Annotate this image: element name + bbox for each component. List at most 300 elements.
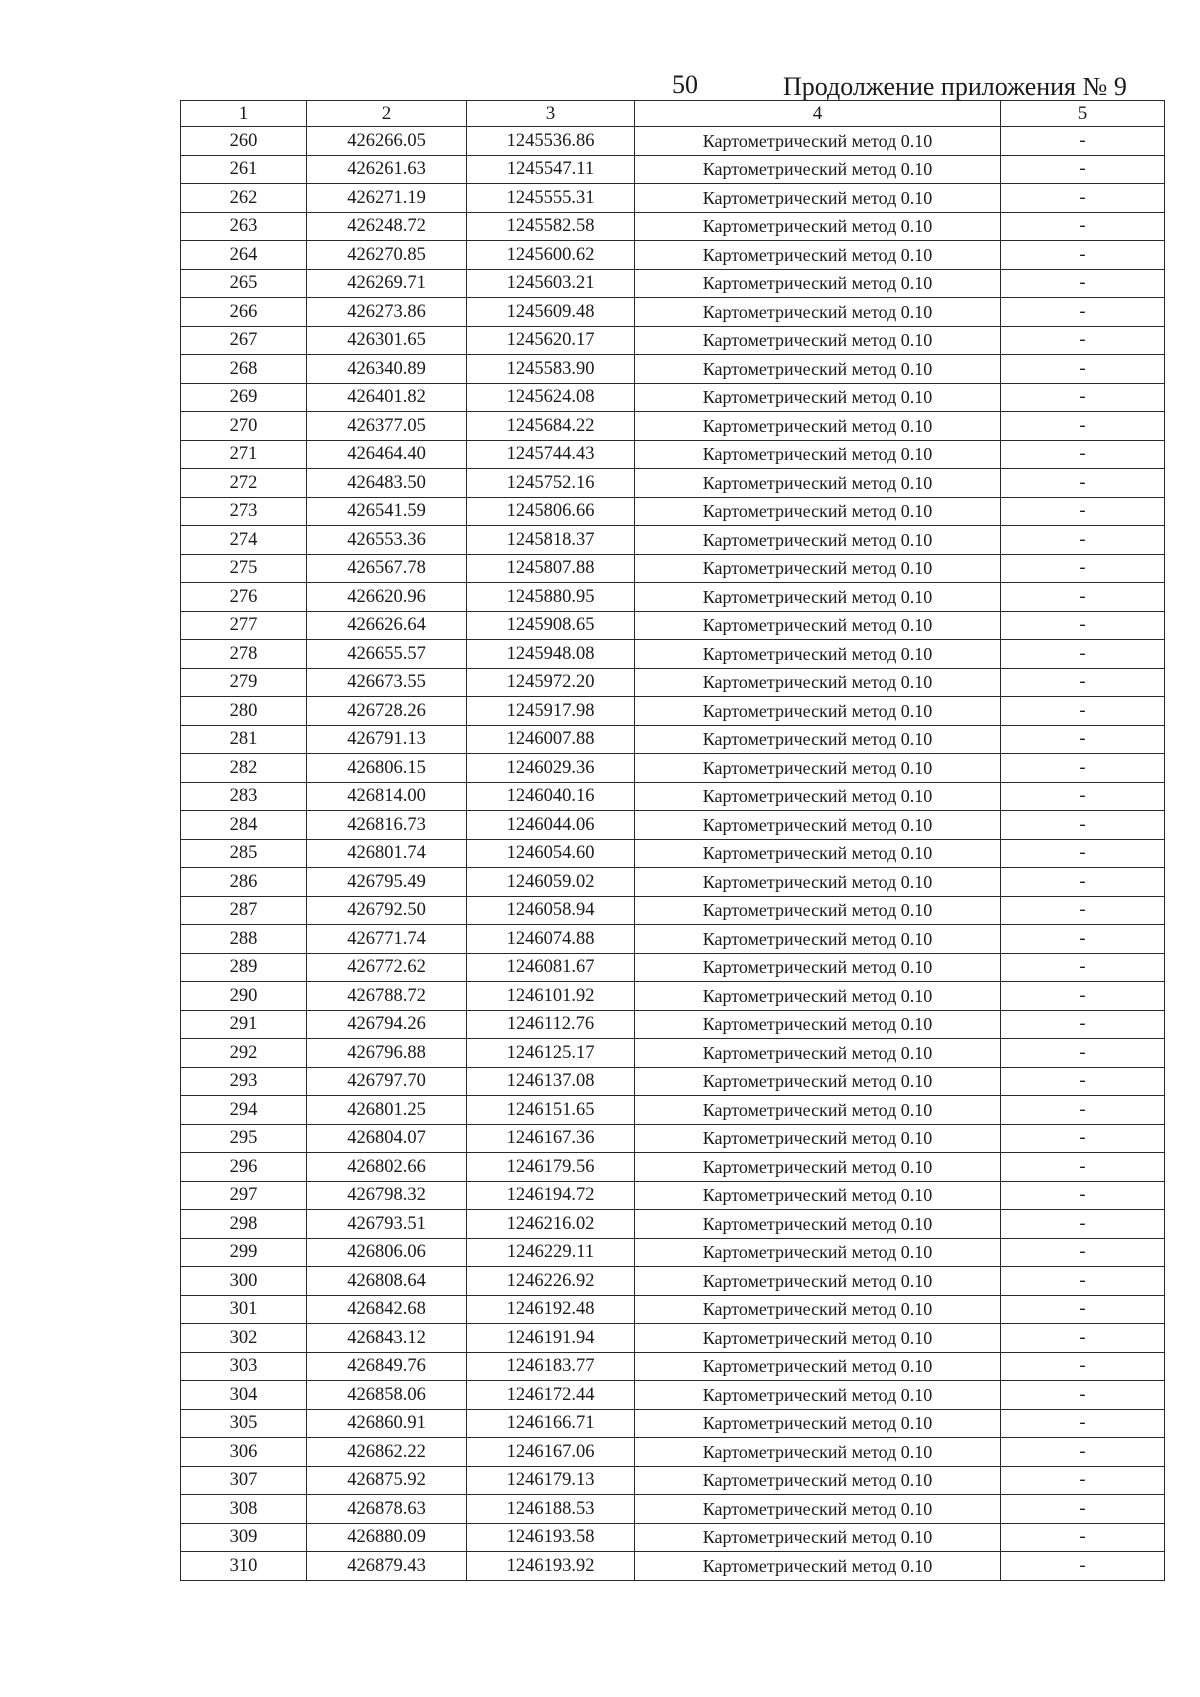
x-coordinate-cell: 426673.55 [307,668,467,697]
note-cell: - [1001,697,1165,726]
table-row [181,1495,1165,1524]
y-coordinate-cell: 1246151.65 [467,1096,635,1125]
method-cell: Картометрический метод 0.10 [635,526,1001,555]
y-coordinate-cell: 1245603.21 [467,269,635,298]
x-coordinate-cell: 426626.64 [307,611,467,640]
method-cell: Картометрический метод 0.10 [635,469,1001,498]
point-number-cell: 289 [181,953,307,982]
point-number-cell: 262 [181,184,307,213]
method-cell: Картометрический метод 0.10 [635,298,1001,327]
method-cell: Картометрический метод 0.10 [635,127,1001,156]
method-cell: Картометрический метод 0.10 [635,896,1001,925]
point-number-cell: 272 [181,469,307,498]
x-coordinate-cell: 426795.49 [307,868,467,897]
table-row [181,1124,1165,1153]
method-cell: Картометрический метод 0.10 [635,611,1001,640]
method-cell: Картометрический метод 0.10 [635,212,1001,241]
method-cell: Картометрический метод 0.10 [635,868,1001,897]
table-row [181,1352,1165,1381]
y-coordinate-cell: 1246216.02 [467,1210,635,1239]
table-row [181,754,1165,783]
note-cell: - [1001,526,1165,555]
note-cell: - [1001,1238,1165,1267]
y-coordinate-cell: 1245547.11 [467,155,635,184]
method-cell: Картометрический метод 0.10 [635,440,1001,469]
table-row [181,1267,1165,1296]
method-cell: Картометрический метод 0.10 [635,184,1001,213]
y-coordinate-cell: 1245880.95 [467,583,635,612]
point-number-cell: 271 [181,440,307,469]
method-cell: Картометрический метод 0.10 [635,269,1001,298]
table-row [181,839,1165,868]
note-cell: - [1001,440,1165,469]
method-cell: Картометрический метод 0.10 [635,1466,1001,1495]
table-row [181,155,1165,184]
point-number-cell: 299 [181,1238,307,1267]
point-number-cell: 298 [181,1210,307,1239]
table-row [181,554,1165,583]
y-coordinate-cell: 1246188.53 [467,1495,635,1524]
method-cell: Картометрический метод 0.10 [635,697,1001,726]
note-cell: - [1001,1495,1165,1524]
note-cell: - [1001,355,1165,384]
point-number-cell: 300 [181,1267,307,1296]
table-header [181,101,1165,127]
table-row [181,697,1165,726]
method-cell: Картометрический метод 0.10 [635,1096,1001,1125]
note-cell: - [1001,839,1165,868]
point-number-cell: 260 [181,127,307,156]
table-row [181,896,1165,925]
table-row [181,440,1165,469]
method-cell: Картометрический метод 0.10 [635,1324,1001,1353]
note-cell: - [1001,269,1165,298]
note-cell: - [1001,554,1165,583]
point-number-cell: 296 [181,1153,307,1182]
note-cell: - [1001,1039,1165,1068]
x-coordinate-cell: 426793.51 [307,1210,467,1239]
y-coordinate-cell: 1246029.36 [467,754,635,783]
method-cell: Картометрический метод 0.10 [635,1523,1001,1552]
y-coordinate-cell: 1246040.16 [467,782,635,811]
point-number-cell: 284 [181,811,307,840]
y-coordinate-cell: 1246193.92 [467,1552,635,1581]
x-coordinate-cell: 426801.74 [307,839,467,868]
y-coordinate-cell: 1245744.43 [467,440,635,469]
point-number-cell: 275 [181,554,307,583]
table-row [181,953,1165,982]
y-coordinate-cell: 1245684.22 [467,412,635,441]
coordinates-table [180,100,1165,1581]
point-number-cell: 294 [181,1096,307,1125]
method-cell: Картометрический метод 0.10 [635,640,1001,669]
note-cell: - [1001,1466,1165,1495]
x-coordinate-cell: 426794.26 [307,1010,467,1039]
x-coordinate-cell: 426849.76 [307,1352,467,1381]
method-cell: Картометрический метод 0.10 [635,1495,1001,1524]
x-coordinate-cell: 426401.82 [307,383,467,412]
point-number-cell: 285 [181,839,307,868]
note-cell: - [1001,1067,1165,1096]
column-header-5: 5 [1001,101,1165,127]
method-cell: Картометрический метод 0.10 [635,811,1001,840]
x-coordinate-cell: 426797.70 [307,1067,467,1096]
table-row [181,1181,1165,1210]
method-cell: Картометрический метод 0.10 [635,839,1001,868]
table-row [181,526,1165,555]
note-cell: - [1001,412,1165,441]
table-row [181,640,1165,669]
point-number-cell: 290 [181,982,307,1011]
x-coordinate-cell: 426772.62 [307,953,467,982]
note-cell: - [1001,611,1165,640]
note-cell: - [1001,497,1165,526]
method-cell: Картометрический метод 0.10 [635,1067,1001,1096]
x-coordinate-cell: 426804.07 [307,1124,467,1153]
x-coordinate-cell: 426806.15 [307,754,467,783]
note-cell: - [1001,640,1165,669]
y-coordinate-cell: 1246007.88 [467,725,635,754]
note-cell: - [1001,212,1165,241]
table-body [181,127,1165,1581]
point-number-cell: 309 [181,1523,307,1552]
column-header-4: 4 [635,101,1001,127]
method-cell: Картометрический метод 0.10 [635,583,1001,612]
note-cell: - [1001,184,1165,213]
note-cell: - [1001,1552,1165,1581]
table-row [181,611,1165,640]
y-coordinate-cell: 1246167.06 [467,1438,635,1467]
method-cell: Картометрический метод 0.10 [635,982,1001,1011]
method-cell: Картометрический метод 0.10 [635,326,1001,355]
note-cell: - [1001,1181,1165,1210]
y-coordinate-cell: 1246183.77 [467,1352,635,1381]
method-cell: Картометрический метод 0.10 [635,1295,1001,1324]
table-row [181,383,1165,412]
table-row [181,241,1165,270]
y-coordinate-cell: 1246059.02 [467,868,635,897]
y-coordinate-cell: 1246229.11 [467,1238,635,1267]
x-coordinate-cell: 426261.63 [307,155,467,184]
table-row [181,269,1165,298]
y-coordinate-cell: 1246191.94 [467,1324,635,1353]
table-row [181,583,1165,612]
table-row [181,725,1165,754]
y-coordinate-cell: 1245582.58 [467,212,635,241]
method-cell: Картометрический метод 0.10 [635,1352,1001,1381]
table-row [181,1409,1165,1438]
note-cell: - [1001,725,1165,754]
point-number-cell: 307 [181,1466,307,1495]
point-number-cell: 310 [181,1552,307,1581]
point-number-cell: 303 [181,1352,307,1381]
x-coordinate-cell: 426858.06 [307,1381,467,1410]
y-coordinate-cell: 1246166.71 [467,1409,635,1438]
y-coordinate-cell: 1246167.36 [467,1124,635,1153]
x-coordinate-cell: 426798.32 [307,1181,467,1210]
note-cell: - [1001,982,1165,1011]
x-coordinate-cell: 426788.72 [307,982,467,1011]
note-cell: - [1001,1352,1165,1381]
table-row [181,1096,1165,1125]
table-row [181,127,1165,156]
x-coordinate-cell: 426808.64 [307,1267,467,1296]
method-cell: Картометрический метод 0.10 [635,1267,1001,1296]
method-cell: Картометрический метод 0.10 [635,497,1001,526]
table-row [181,1238,1165,1267]
method-cell: Картометрический метод 0.10 [635,355,1001,384]
method-cell: Картометрический метод 0.10 [635,383,1001,412]
y-coordinate-cell: 1245583.90 [467,355,635,384]
table-row [181,298,1165,327]
point-number-cell: 291 [181,1010,307,1039]
y-coordinate-cell: 1245807.88 [467,554,635,583]
y-coordinate-cell: 1245624.08 [467,383,635,412]
y-coordinate-cell: 1246125.17 [467,1039,635,1068]
table-row [181,925,1165,954]
x-coordinate-cell: 426270.85 [307,241,467,270]
y-coordinate-cell: 1245620.17 [467,326,635,355]
point-number-cell: 301 [181,1295,307,1324]
point-number-cell: 283 [181,782,307,811]
method-cell: Картометрический метод 0.10 [635,725,1001,754]
y-coordinate-cell: 1246058.94 [467,896,635,925]
y-coordinate-cell: 1246172.44 [467,1381,635,1410]
x-coordinate-cell: 426801.25 [307,1096,467,1125]
table-row [181,469,1165,498]
point-number-cell: 276 [181,583,307,612]
x-coordinate-cell: 426816.73 [307,811,467,840]
point-number-cell: 266 [181,298,307,327]
note-cell: - [1001,1010,1165,1039]
point-number-cell: 277 [181,611,307,640]
x-coordinate-cell: 426655.57 [307,640,467,669]
note-cell: - [1001,1267,1165,1296]
table-row [181,1324,1165,1353]
x-coordinate-cell: 426879.43 [307,1552,467,1581]
x-coordinate-cell: 426269.71 [307,269,467,298]
note-cell: - [1001,1096,1165,1125]
y-coordinate-cell: 1246192.48 [467,1295,635,1324]
note-cell: - [1001,668,1165,697]
note-cell: - [1001,127,1165,156]
note-cell: - [1001,1295,1165,1324]
note-cell: - [1001,953,1165,982]
point-number-cell: 261 [181,155,307,184]
table-row [181,1438,1165,1467]
note-cell: - [1001,754,1165,783]
method-cell: Картометрический метод 0.10 [635,668,1001,697]
point-number-cell: 274 [181,526,307,555]
note-cell: - [1001,583,1165,612]
page-number: 50 [672,70,698,99]
point-number-cell: 295 [181,1124,307,1153]
y-coordinate-cell: 1246193.58 [467,1523,635,1552]
note-cell: - [1001,868,1165,897]
note-cell: - [1001,1153,1165,1182]
x-coordinate-cell: 426541.59 [307,497,467,526]
note-cell: - [1001,326,1165,355]
note-cell: - [1001,782,1165,811]
table-row [181,1210,1165,1239]
x-coordinate-cell: 426880.09 [307,1523,467,1552]
method-cell: Картометрический метод 0.10 [635,925,1001,954]
table-row [181,497,1165,526]
note-cell: - [1001,1523,1165,1552]
x-coordinate-cell: 426271.19 [307,184,467,213]
point-number-cell: 282 [181,754,307,783]
point-number-cell: 264 [181,241,307,270]
method-cell: Картометрический метод 0.10 [635,1438,1001,1467]
note-cell: - [1001,1324,1165,1353]
y-coordinate-cell: 1245972.20 [467,668,635,697]
y-coordinate-cell: 1246054.60 [467,839,635,868]
method-cell: Картометрический метод 0.10 [635,1010,1001,1039]
method-cell: Картометрический метод 0.10 [635,754,1001,783]
y-coordinate-cell: 1246081.67 [467,953,635,982]
table-row [181,1153,1165,1182]
x-coordinate-cell: 426843.12 [307,1324,467,1353]
method-cell: Картометрический метод 0.10 [635,1153,1001,1182]
x-coordinate-cell: 426802.66 [307,1153,467,1182]
method-cell: Картометрический метод 0.10 [635,241,1001,270]
y-coordinate-cell: 1246101.92 [467,982,635,1011]
x-coordinate-cell: 426464.40 [307,440,467,469]
x-coordinate-cell: 426791.13 [307,725,467,754]
y-coordinate-cell: 1246179.13 [467,1466,635,1495]
y-coordinate-cell: 1245948.08 [467,640,635,669]
table-row [181,1295,1165,1324]
x-coordinate-cell: 426792.50 [307,896,467,925]
x-coordinate-cell: 426806.06 [307,1238,467,1267]
note-cell: - [1001,811,1165,840]
table-row [181,811,1165,840]
point-number-cell: 267 [181,326,307,355]
note-cell: - [1001,383,1165,412]
method-cell: Картометрический метод 0.10 [635,1238,1001,1267]
table-row [181,326,1165,355]
y-coordinate-cell: 1245600.62 [467,241,635,270]
x-coordinate-cell: 426273.86 [307,298,467,327]
point-number-cell: 280 [181,697,307,726]
y-coordinate-cell: 1245917.98 [467,697,635,726]
y-coordinate-cell: 1246137.08 [467,1067,635,1096]
y-coordinate-cell: 1246112.76 [467,1010,635,1039]
x-coordinate-cell: 426796.88 [307,1039,467,1068]
method-cell: Картометрический метод 0.10 [635,1181,1001,1210]
table-row [181,1010,1165,1039]
point-number-cell: 287 [181,896,307,925]
page-heading: Продолжение приложения № 9 [783,72,1127,101]
x-coordinate-cell: 426814.00 [307,782,467,811]
x-coordinate-cell: 426301.65 [307,326,467,355]
note-cell: - [1001,1381,1165,1410]
y-coordinate-cell: 1245818.37 [467,526,635,555]
note-cell: - [1001,1438,1165,1467]
table-row [181,1552,1165,1581]
point-number-cell: 304 [181,1381,307,1410]
point-number-cell: 270 [181,412,307,441]
column-header-2: 2 [307,101,467,127]
point-number-cell: 263 [181,212,307,241]
table-row [181,1381,1165,1410]
point-number-cell: 292 [181,1039,307,1068]
point-number-cell: 308 [181,1495,307,1524]
point-number-cell: 268 [181,355,307,384]
note-cell: - [1001,241,1165,270]
method-cell: Картометрический метод 0.10 [635,953,1001,982]
note-cell: - [1001,155,1165,184]
x-coordinate-cell: 426340.89 [307,355,467,384]
note-cell: - [1001,1124,1165,1153]
y-coordinate-cell: 1245806.66 [467,497,635,526]
x-coordinate-cell: 426842.68 [307,1295,467,1324]
x-coordinate-cell: 426728.26 [307,697,467,726]
y-coordinate-cell: 1245752.16 [467,469,635,498]
point-number-cell: 269 [181,383,307,412]
point-number-cell: 306 [181,1438,307,1467]
column-header-3: 3 [467,101,635,127]
table-row [181,982,1165,1011]
table-row [181,1466,1165,1495]
point-number-cell: 273 [181,497,307,526]
table-row [181,355,1165,384]
note-cell: - [1001,298,1165,327]
point-number-cell: 286 [181,868,307,897]
method-cell: Картометрический метод 0.10 [635,155,1001,184]
table-header-row [181,101,1165,127]
table-row [181,782,1165,811]
table-row [181,668,1165,697]
point-number-cell: 265 [181,269,307,298]
note-cell: - [1001,1409,1165,1438]
x-coordinate-cell: 426553.36 [307,526,467,555]
point-number-cell: 293 [181,1067,307,1096]
y-coordinate-cell: 1245555.31 [467,184,635,213]
column-header-1: 1 [181,101,307,127]
x-coordinate-cell: 426483.50 [307,469,467,498]
method-cell: Картометрический метод 0.10 [635,1124,1001,1153]
y-coordinate-cell: 1246226.92 [467,1267,635,1296]
x-coordinate-cell: 426875.92 [307,1466,467,1495]
table-row [181,1523,1165,1552]
y-coordinate-cell: 1246044.06 [467,811,635,840]
method-cell: Картометрический метод 0.10 [635,1381,1001,1410]
y-coordinate-cell: 1246179.56 [467,1153,635,1182]
method-cell: Картометрический метод 0.10 [635,412,1001,441]
point-number-cell: 279 [181,668,307,697]
method-cell: Картометрический метод 0.10 [635,1409,1001,1438]
x-coordinate-cell: 426266.05 [307,127,467,156]
x-coordinate-cell: 426620.96 [307,583,467,612]
table-row [181,212,1165,241]
table-row [181,1067,1165,1096]
x-coordinate-cell: 426377.05 [307,412,467,441]
method-cell: Картометрический метод 0.10 [635,1210,1001,1239]
y-coordinate-cell: 1246074.88 [467,925,635,954]
method-cell: Картометрический метод 0.10 [635,1039,1001,1068]
point-number-cell: 281 [181,725,307,754]
point-number-cell: 288 [181,925,307,954]
table-row [181,1039,1165,1068]
y-coordinate-cell: 1246194.72 [467,1181,635,1210]
note-cell: - [1001,1210,1165,1239]
point-number-cell: 278 [181,640,307,669]
method-cell: Картометрический метод 0.10 [635,1552,1001,1581]
x-coordinate-cell: 426862.22 [307,1438,467,1467]
method-cell: Картометрический метод 0.10 [635,782,1001,811]
x-coordinate-cell: 426878.63 [307,1495,467,1524]
